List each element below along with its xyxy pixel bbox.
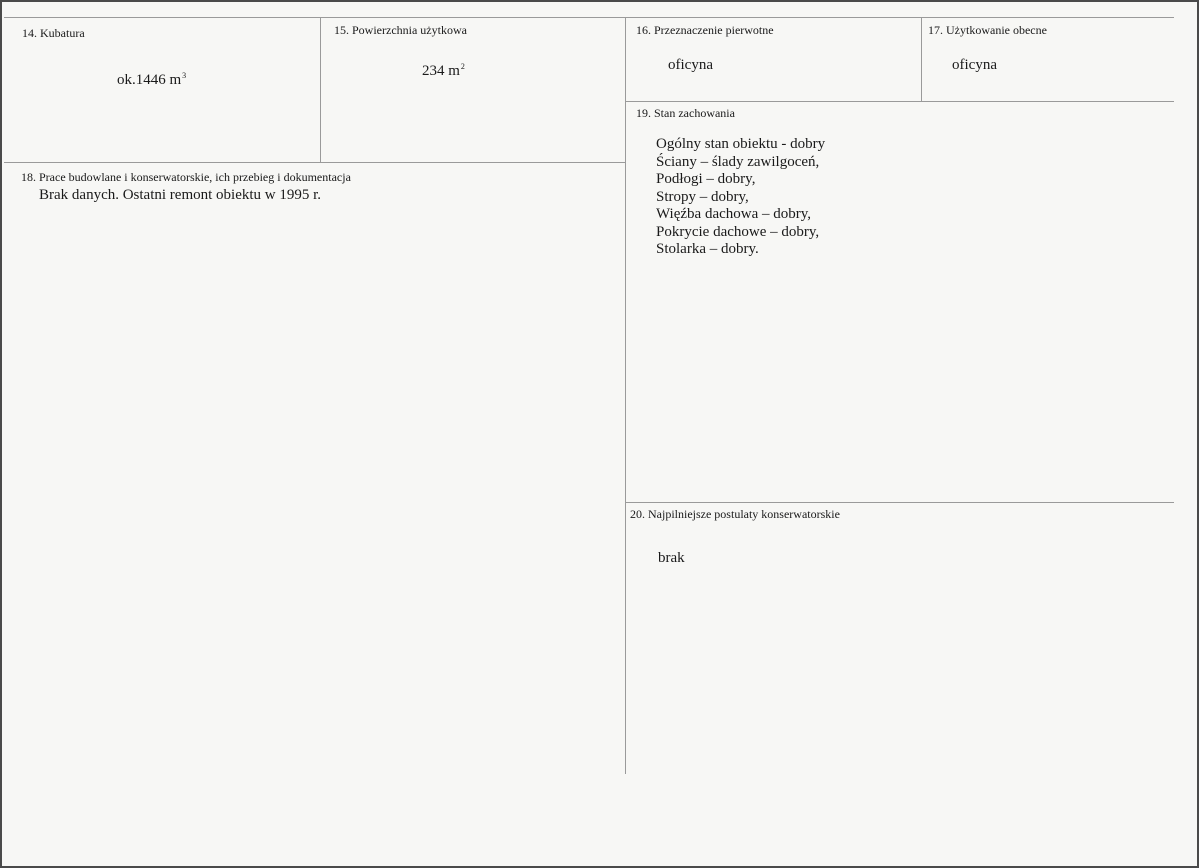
field-14-value	[117, 71, 186, 89]
list-item: Stolarka – dobry.	[656, 241, 759, 257]
form-sheet	[2, 2, 1197, 866]
line-above-20	[625, 502, 1174, 503]
field-15-unit-sup: 2	[460, 62, 465, 71]
field-14-label: 14. Kubatura	[22, 26, 85, 40]
field-20-value: brak	[658, 550, 685, 566]
list-item: Więźba dachowa – dobry,	[656, 206, 812, 222]
list-item: Podłogi – dobry,	[656, 171, 756, 187]
top-border-line	[4, 17, 1174, 18]
list-item: Stropy – dobry,	[656, 188, 749, 205]
field-14-unit-sup: 3	[182, 71, 187, 80]
field-17-value: oficyna	[952, 57, 997, 73]
field-20-label: 20. Najpilniejsze postulaty konserwatorskie	[630, 507, 840, 521]
divider-16-17	[921, 17, 922, 102]
field-17-label: 17. Użytkowanie obecne	[928, 23, 1047, 37]
field-19-list	[656, 136, 825, 259]
field-16-label: 16. Przeznaczenie pierwotne	[636, 23, 774, 37]
field-14-value-text: ok.1446 m	[117, 72, 182, 88]
list-item: Pokrycie dachowe – dobry,	[656, 223, 820, 240]
line-above-18	[4, 162, 625, 163]
field-15-value-text: 234 m	[422, 63, 460, 79]
divider-15-16	[625, 17, 626, 774]
field-18-value: Brak danych. Ostatni remont obiektu w 1995 r.	[39, 187, 322, 203]
list-item: Ściany – ślady zawilgoceń,	[656, 153, 820, 170]
list-item: Ogólny stan obiektu - dobry	[656, 136, 826, 152]
divider-14-15	[320, 17, 321, 163]
field-15-value	[422, 62, 465, 80]
line-under-16-17	[625, 101, 1174, 102]
field-15-label: 15. Powierzchnia użytkowa	[334, 23, 467, 37]
field-18-label: 18. Prace budowlane i konserwatorskie, ich przebieg i dokumentacja	[21, 170, 351, 184]
field-16-value: oficyna	[668, 57, 713, 73]
field-19-label: 19. Stan zachowania	[636, 106, 735, 120]
